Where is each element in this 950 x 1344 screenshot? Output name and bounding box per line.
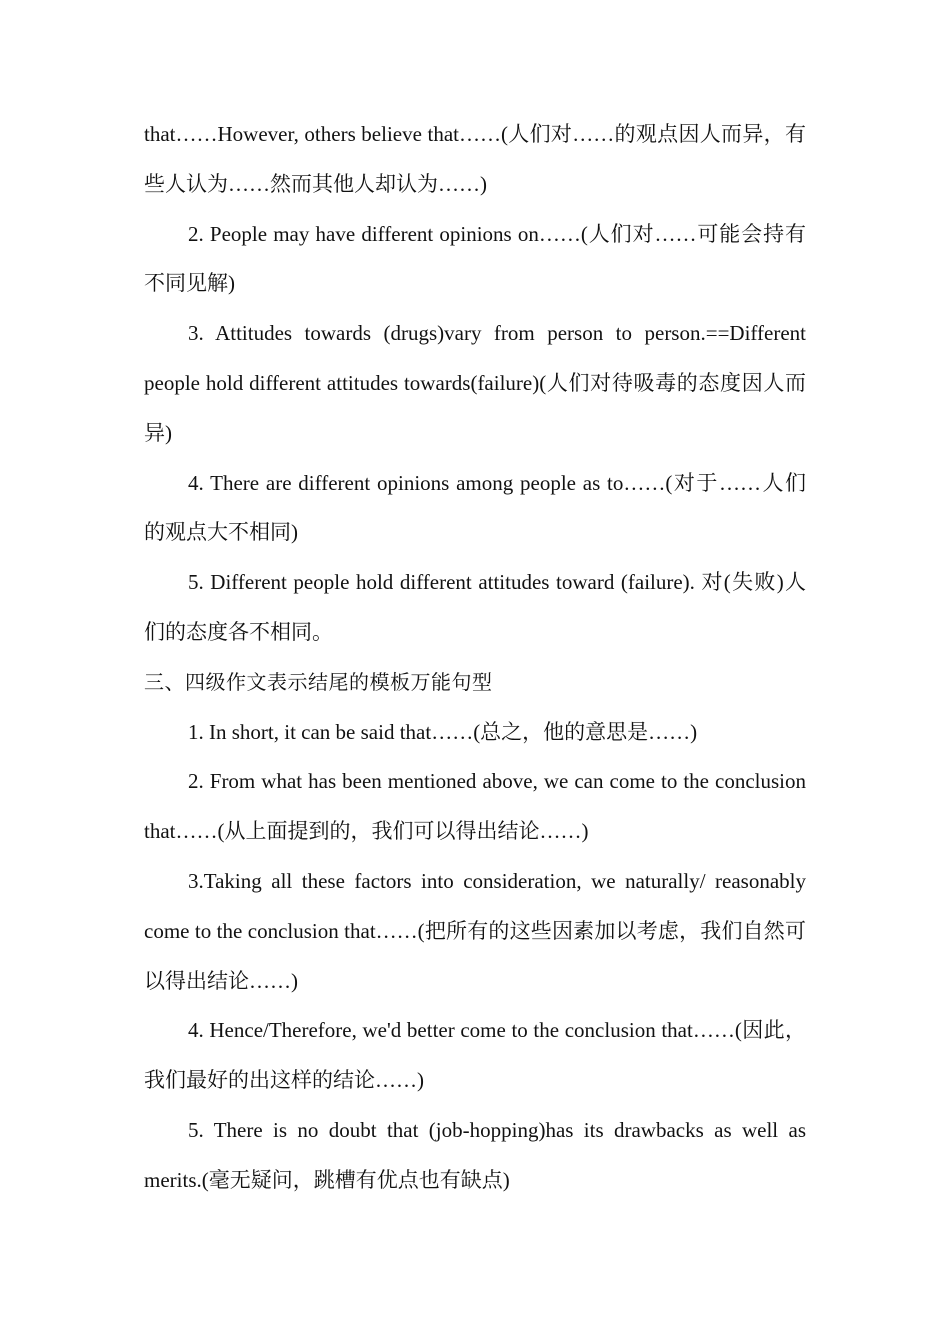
paragraph-item-5-different-attitudes: 5. Different people hold different attitudes toward (failure). 对(失败)人们的态度各不相同。 [144, 570, 806, 644]
document-body [144, 110, 806, 1206]
paragraph-conclusion-5: 5. There is no doubt that (job-hopping)has its drawbacks as well as merits.(毫无疑问，跳槽有优点也有缺点) [144, 1117, 806, 1192]
paragraph-item-3-attitudes: 3. Attitudes towards (drugs)vary from person to person.==Different people hold different attitudes towards(failure)(人们对待吸毒的态度因人而异) [144, 321, 806, 445]
paragraph-conclusion-3: 3.Taking all these factors into consideration, we naturally/ reasonably come to the conclusion that……(把所有的这些因素加以考虑，我们自然可以得出结论……) [144, 868, 806, 993]
paragraph-conclusion-1: 1. In short, it can be said that……(总之，他的意思是……) [188, 719, 698, 744]
paragraph-conclusion-4: 4. Hence/Therefore, we'd better come to the conclusion that……(因此，我们最好的出这样的结论……) [144, 1018, 806, 1093]
paragraph-continuation: that……However, others believe that……(人们对……的观点因人而异，有些人认为……然而其他人却认为……) [144, 122, 806, 196]
paragraph-conclusion-2: 2. From what has been mentioned above, we can come to the conclusion that……(从上面提到的，我们可以得出结论……) [144, 769, 806, 844]
paragraph-item-4-opinions-among-people: 4. There are different opinions among people as to……(对于……人们的观点大不相同) [144, 470, 806, 545]
section-heading: 三、四级作文表示结尾的模板万能句型 [144, 669, 493, 694]
paragraph-item-2-opinions: 2. People may have different opinions on……(人们对……可能会持有不同见解) [144, 221, 806, 296]
